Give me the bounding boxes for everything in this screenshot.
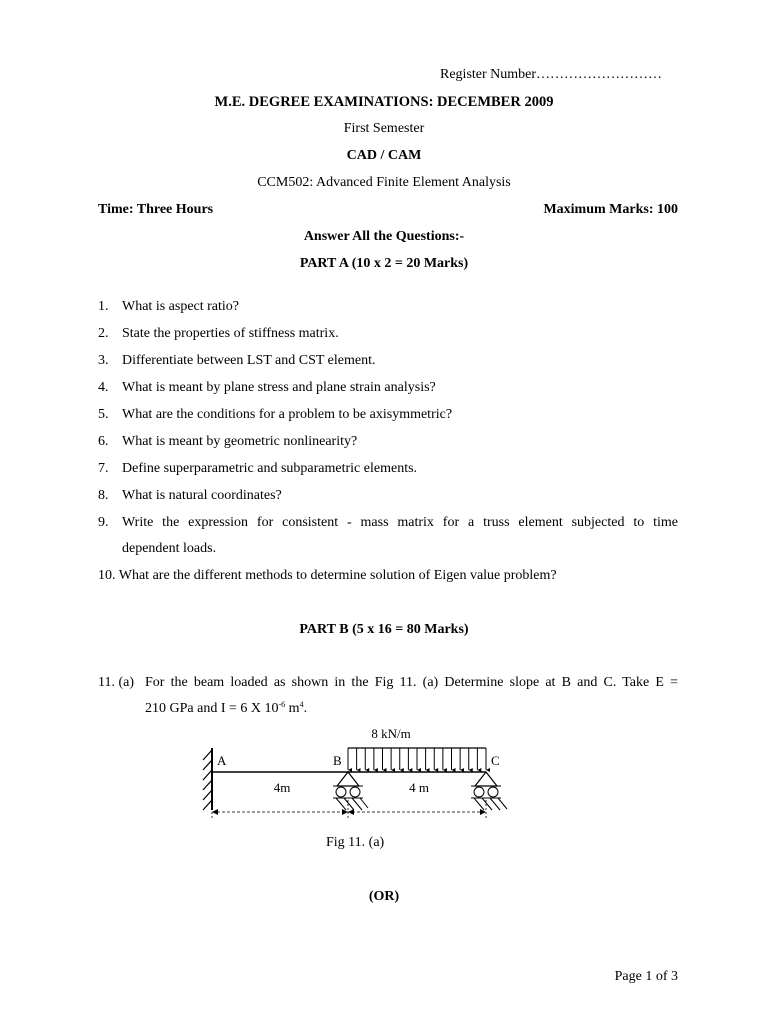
question-text: What is natural coordinates?: [122, 488, 282, 503]
dimension-line: [212, 800, 486, 818]
question-11-text: For the beam loaded as shown in the Fig 11. (a) Determine slope at B and C. Take E =: [145, 675, 678, 690]
span-ab-label: 4m: [273, 780, 291, 795]
span-bc-label: 4 m: [409, 780, 429, 795]
q11-exponent: 4: [299, 700, 304, 709]
q11-text-part: m: [285, 701, 300, 716]
instruction: Answer All the Questions:-: [303, 229, 465, 244]
question-number: 10.: [98, 568, 116, 583]
question-number: 5.: [98, 407, 109, 422]
question-number: 1.: [98, 299, 109, 314]
question-number: 8.: [98, 488, 109, 503]
point-b-label: B: [333, 753, 342, 768]
part-a-title: PART A (10 x 2 = 20 Marks): [299, 256, 469, 271]
exam-duration: Time: Three Hours: [98, 202, 214, 217]
question-text-continued: dependent loads.: [122, 541, 217, 556]
load-label: 8 kN/m: [371, 726, 411, 741]
page-number: Page 1 of 3: [614, 969, 678, 984]
question-text: State the properties of stiffness matrix.: [122, 326, 339, 341]
part-b-title: PART B (5 x 16 = 80 Marks): [299, 622, 469, 637]
question-number: 9.: [98, 515, 109, 530]
question-text: What are the different methods to determine solution of Eigen value problem?: [118, 568, 557, 583]
point-c-label: C: [491, 753, 500, 768]
question-text: What are the conditions for a problem to be axisymmetric?: [122, 407, 453, 422]
course-title: CCM502: Advanced Finite Element Analysis: [257, 175, 511, 190]
register-label: Register Number: [440, 67, 537, 82]
udl-arrows: [348, 748, 486, 770]
question-number: 4.: [98, 380, 109, 395]
roller-support-c: [471, 772, 507, 810]
programme: CAD / CAM: [346, 148, 422, 163]
exam-title: M.E. DEGREE EXAMINATIONS: DECEMBER 2009: [214, 94, 554, 110]
or-separator: (OR): [368, 889, 400, 904]
question-text: What is aspect ratio?: [122, 299, 240, 314]
question-text: Differentiate between LST and CST element.: [122, 353, 376, 368]
question-text: Define superparametric and subparametric elements.: [122, 461, 418, 476]
question-text: What is meant by geometric nonlinearity?: [122, 434, 358, 449]
question-number: 2.: [98, 326, 109, 341]
question-number: 6.: [98, 434, 109, 449]
roller-support-b: [333, 772, 368, 810]
q11-text-part: .: [303, 701, 308, 716]
register-dots: ………………………: [536, 67, 663, 82]
question-text: What is meant by plane stress and plane strain analysis?: [122, 380, 436, 395]
question-text: Write the expression for consistent - mass matrix for a truss element subjected to time: [122, 515, 678, 530]
question-number: 3.: [98, 353, 109, 368]
question-number: 7.: [98, 461, 109, 476]
figure-caption: Fig 11. (a): [326, 835, 385, 850]
point-a-label: A: [217, 753, 227, 768]
maximum-marks: Maximum Marks: 100: [543, 202, 678, 217]
fixed-support-a: [203, 748, 212, 810]
semester: First Semester: [343, 121, 425, 136]
q11-exponent: -6: [278, 700, 286, 709]
q11-text-part: 210 GPa and I = 6 X 10: [145, 701, 279, 716]
question-11-number: 11. (a): [98, 675, 135, 690]
